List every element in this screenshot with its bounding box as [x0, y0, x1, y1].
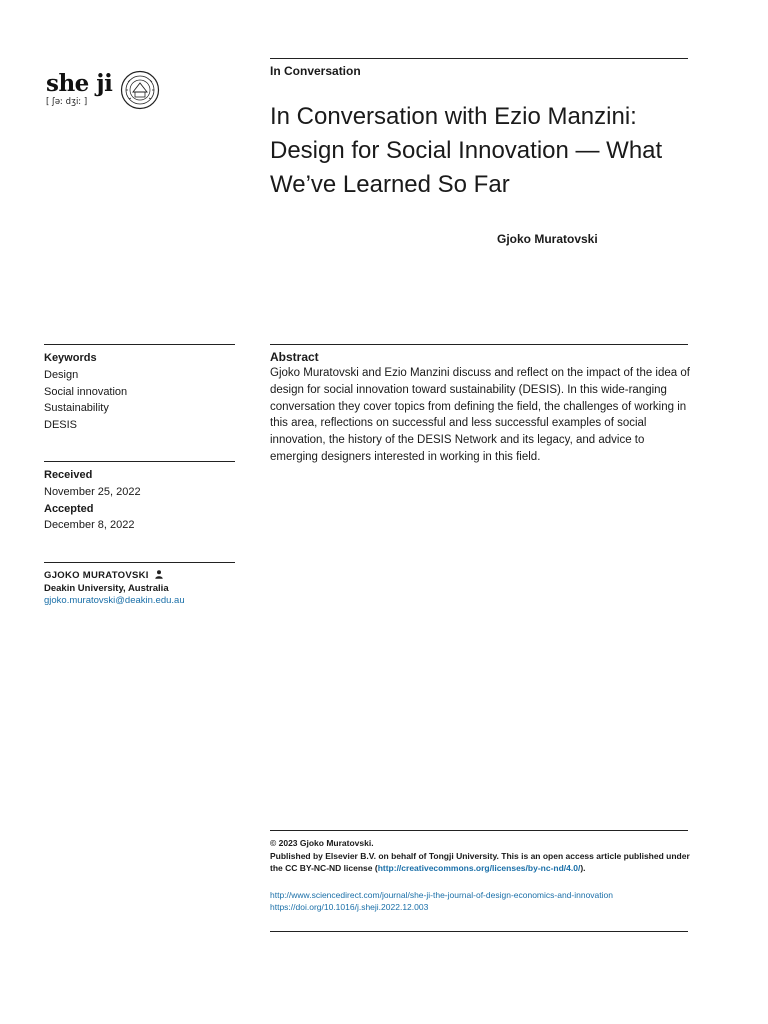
keyword-item: DESIS: [44, 419, 78, 432]
doi-link[interactable]: https://doi.org/10.1016/j.sheji.2022.12.003: [270, 902, 429, 912]
keywords-rule: [44, 344, 235, 345]
author-name: Gjoko Muratovski: [497, 232, 598, 246]
dates-rule: [44, 461, 235, 462]
dates-section: [44, 467, 234, 534]
publisher-close: ).: [580, 863, 586, 873]
section-label: In Conversation: [270, 64, 361, 78]
journal-link[interactable]: http://www.sciencedirect.com/journal/she-ji-the-journal-of-design-economics-and-innovation: [270, 889, 613, 900]
author-caps-name: GJOKO MURATOVSKI: [44, 570, 149, 581]
abstract-section: [270, 349, 690, 466]
journal-logo: [46, 70, 166, 114]
keyword-item: Design: [44, 368, 79, 381]
author-rule: [44, 562, 235, 563]
footer-bottom-rule: [270, 931, 688, 932]
footer-links: [270, 889, 690, 914]
footer-section: [270, 837, 690, 914]
university-seal-icon: [120, 70, 160, 110]
keywords-heading: Keywords: [44, 352, 97, 364]
author-caps-line: [44, 570, 244, 583]
author-email-link[interactable]: gjoko.muratovski@deakin.edu.au: [44, 595, 185, 606]
logo-phonetic: [ ʃəː dʒiː ]: [46, 97, 88, 107]
person-icon[interactable]: [155, 570, 163, 579]
received-date: November 25, 2022: [44, 485, 141, 498]
author-affiliation: Deakin University, Australia: [44, 582, 169, 594]
abstract-text: Gjoko Muratovski and Ezio Manzini discuss and reflect on the impact of the idea of design for social innovation toward sustainability (DESIS). In this wide-ranging conversation they cover topics from defining the field, the challenges of working in this area, reflections on successful and less successful examples of social innovation, the history of the DESIS Network and its legacy, and advice to emerging designers interested in working in this field.: [270, 367, 690, 463]
license-link[interactable]: http://creativecommons.org/licenses/by-nc-nd/4.0/: [377, 863, 581, 873]
abstract-heading: Abstract: [270, 350, 319, 364]
accepted-date: December 8, 2022: [44, 519, 135, 532]
header-rule: [270, 58, 688, 59]
copyright-line: © 2023 Gjoko Muratovski.: [270, 838, 374, 848]
author-info: [44, 570, 244, 608]
footer-top-rule: [270, 830, 688, 831]
keyword-item: Social innovation: [44, 385, 128, 398]
keywords-section: [44, 350, 234, 434]
abstract-rule: [270, 344, 688, 345]
logo-wordmark: she ji: [46, 70, 113, 97]
article-title: In Conversation with Ezio Manzini: Design for Social Innovation — What We’ve Learned So Far: [270, 103, 663, 198]
publisher-line: [270, 850, 690, 875]
publisher-text: Published by Elsevier B.V. on behalf of Tongji University. This is an open access article published under the CC BY-NC-ND license (: [270, 850, 690, 873]
received-label: Received: [44, 469, 93, 481]
accepted-label: Accepted: [44, 502, 94, 515]
keyword-item: Sustainability: [44, 402, 109, 415]
